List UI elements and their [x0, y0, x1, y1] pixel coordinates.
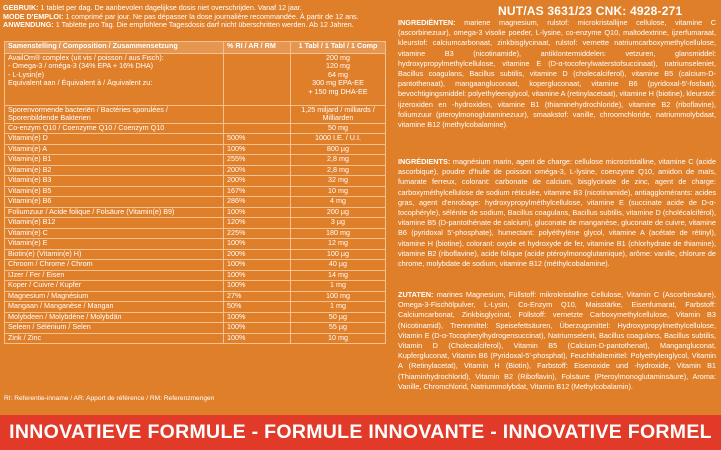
cell-amount: 50 mg — [291, 123, 386, 134]
cell-amount: 1 mg — [291, 302, 386, 313]
ingredients-nl-text: mariene magnesium, rulstof: microkristallijne cellulose, vitamine C (ascorbinezuur), omega-3 visolie poeder, L-lysine, co-enzyme Q10, maltodextrine, ijzerfumaraat, kleurstof: calciumcarbonaat, zinkbisglycinaat, rulstof: vernette natriumcarboxymethylcellulose, vitamine B3 (nicotinamide), antiklontermiddelen: vetzuren, glansmiddel: hydroxypropylmethylcellulose, vitamine E (D-α-tocoferylwaterstofsuccinaat), natriumseleniet, Bacillus coagulans, Bacillus subtilis, vitamine D (cholecalciferol), vitamine B5 (calcium-D-pantothenaat), mangaangluconaat, kopergluconaat, vitamine B6 (pyridoxal-5'-fosfaat), bevochtigingsmiddel: polyethyleenglycol, vitamine A (retinylacetaat), vitamine H (biotine), kleurstof: ijzeroxiden en -hydroxiden, vitamine B1 (thiaminehydrochloride), vitamine B2 (riboflavine), foliumzuur (pteroylmonoglutaminezuur), smaakstof: vanille, chroomchloride, natriummolybdaat, vitamine B12 (methylcobalamine). — [398, 18, 716, 130]
availom-amount: 200 mg 120 mg 64 mg 300 mg EPA-EE + 150 mg DHA-EE — [291, 54, 386, 106]
cell-ri: 100% — [224, 270, 291, 281]
ingredients-fr-label: INGRÉDIENTS: — [398, 157, 451, 166]
usage-nl: GEBRUIK: 1 tablet per dag. De aanbevolen dagelijkse dosis niet overschrijden. Vanaf 12 jaar. — [3, 3, 302, 12]
cell-ri: 500% — [224, 134, 291, 145]
ingredients-nl-label: INGREDIËNTEN: — [398, 18, 456, 27]
cell-name: Zink / Zinc — [5, 333, 224, 344]
table-row — [5, 249, 386, 260]
cell-amount: 3 µg — [291, 218, 386, 229]
cell-name: Mangaan / Manganèse / Mangan — [5, 302, 224, 313]
availom-ri — [224, 54, 291, 106]
table-row — [5, 323, 386, 334]
cell-ri: 100% — [224, 207, 291, 218]
cell-ri: 167% — [224, 186, 291, 197]
table-row — [5, 302, 386, 313]
cell-ri: 27% — [224, 291, 291, 302]
cell-amount: 40 µg — [291, 260, 386, 271]
cell-amount: 800 µg — [291, 144, 386, 155]
cell-name: IJzer / Fer / Eisen — [5, 270, 224, 281]
cell-name: Molybdeen / Molybdène / Molybdän — [5, 312, 224, 323]
product-codes: NUT/AS 3631/23 CNK: 4928-271 — [498, 4, 683, 18]
table-row — [5, 176, 386, 187]
cell-name: Vitamin(e) C — [5, 228, 224, 239]
cell-name: Seleen / Sélénium / Selen — [5, 323, 224, 334]
table-row — [5, 260, 386, 271]
cell-name: Vitamin(e) B5 — [5, 186, 224, 197]
spores-amount: 1,25 miljard / milliards / Milliarden — [291, 106, 386, 124]
header-composition: Samenstelling / Composition / Zusammensetzung — [5, 42, 224, 54]
cell-name: Vitamin(e) B12 — [5, 218, 224, 229]
table-row — [5, 312, 386, 323]
cell-amount: 12 mg — [291, 239, 386, 250]
cell-name: Vitamin(e) B1 — [5, 155, 224, 166]
header-ri: % RI / AR / RM — [224, 42, 291, 54]
table-row — [5, 165, 386, 176]
ingredients-de — [398, 290, 716, 392]
cell-ri: 286% — [224, 197, 291, 208]
cell-ri: 100% — [224, 260, 291, 271]
header-amount: 1 Tabl / 1 Tabl / 1 Comp — [291, 42, 386, 54]
cell-amount: 1 mg — [291, 281, 386, 292]
cell-amount: 200 µg — [291, 207, 386, 218]
cell-amount: 2,8 mg — [291, 155, 386, 166]
ingredients-fr — [398, 157, 716, 269]
table-row — [5, 228, 386, 239]
cell-amount: 100 µg — [291, 249, 386, 260]
innovative-formula-banner: INNOVATIEVE FORMULE - FORMULE INNOVANTE - INNOVATIVE FORMEL — [0, 415, 721, 450]
table-row — [5, 207, 386, 218]
cell-name: Chroom / Chrome / Chrom — [5, 260, 224, 271]
cell-amount: 14 mg — [291, 270, 386, 281]
usage-fr: MODE D'EMPLOI: 1 comprimé par jour. Ne pas dépasser la dose journalière recommandée. À partir de 12 ans. — [3, 11, 359, 21]
table-header-row — [5, 42, 386, 54]
cell-ri: 100% — [224, 239, 291, 250]
table-row — [5, 186, 386, 197]
spores-name: Sporenvormende bacteriën / Bactéries sporulées / Sporenbildende Bakterien — [5, 106, 224, 124]
cell-amount: 100 mg — [291, 291, 386, 302]
table-row — [5, 333, 386, 344]
table-row — [5, 123, 386, 134]
usage-instructions — [3, 0, 387, 30]
cell-ri: 200% — [224, 249, 291, 260]
table-row — [5, 155, 386, 166]
cell-ri: 100% — [224, 323, 291, 334]
cell-amount: 1000 I.E. / U.I. — [291, 134, 386, 145]
table-row — [5, 270, 386, 281]
table-row-spores — [5, 106, 386, 124]
table-row — [5, 291, 386, 302]
ingredients-de-text: marines Magnesium, Füllstoff: mikrokristalline Cellulose, Vitamin C (Ascorbinsäure), Omega-3-Fischölpulver, L-Lysin, Co-Enzym Q10, Maisstärke, Eisenfumarat, Farbstoff: Calciumcarbonat, Zinkbisglycinat, Füllstoff: vernetzte Carboxymethylcellulose, Vitamin B3 (Nicotinamid), Trennmittel: Speisefettsäuren, Überzugsmittel: Hydroxypropylmethylcellulose, Vitamin E (D-α-Tocopherylhydrogensuccinat), Natriumselenit, Bacillus coagulans, Bacillus subtilis, Vitamin D (Cholecalciferol), Vitamin B5 (Calcium-D-pantothenat), Mangangluconat, Kupfergluconat, Vitamin B6 (Pyridoxal-5'-phosphat), Feuchthaltemittel: Polyethylenglycol, Vitamin A (Retinylacetat), Vitamin H (Biotin), Farbstoff: Eisenoxide und -hydroxide, Vitamin B1 (Thiaminhydrochlorid), Vitamin B2 (Riboflavin), Folsäure (Pteroylmonoglutaminsäure), Aroma: Vanille, Chromchlorid, Natriummolybdat, Vitamin B12 (Methylcobalamin). — [398, 290, 717, 391]
cell-name: Co-enzym Q10 / Coenzyme Q10 / Coenzym Q10 — [5, 123, 224, 134]
cell-name: Biotin(e) (Vitamin(e) H) — [5, 249, 224, 260]
table-row — [5, 218, 386, 229]
table-row — [5, 144, 386, 155]
cell-amount: 4 mg — [291, 197, 386, 208]
table-row — [5, 239, 386, 250]
cell-name: Koper / Cuivre / Kupfer — [5, 281, 224, 292]
availom-name: AvailOm® complex (uit vis / poisson / aus Fisch): - Omega-3 / oméga-3 (34% EPA + 16% DHA) - L-Lysin(e) Equivalent aan / Équivalent à / Äquivalent zu: — [5, 54, 224, 106]
cell-ri: 255% — [224, 155, 291, 166]
cell-name: Magnesium / Magnésium — [5, 291, 224, 302]
table-row — [5, 134, 386, 145]
cell-name: Vitamin(e) B3 — [5, 176, 224, 187]
cell-name: Vitamin(e) D — [5, 134, 224, 145]
ingredients-de-label: ZUTATEN: — [398, 290, 434, 299]
table-row — [5, 197, 386, 208]
cell-amount: 32 mg — [291, 176, 386, 187]
table-row-availom — [5, 54, 386, 106]
cell-ri: 100% — [224, 312, 291, 323]
cell-name: Foliumzuur / Acide folique / Folsäure (Vitamin(e) B9) — [5, 207, 224, 218]
cell-ri: 200% — [224, 176, 291, 187]
ingredients-nl — [398, 18, 716, 130]
spores-ri — [224, 106, 291, 124]
cell-amount: 10 mg — [291, 186, 386, 197]
cell-ri: 100% — [224, 144, 291, 155]
cell-name: Vitamin(e) B6 — [5, 197, 224, 208]
composition-table — [4, 41, 386, 344]
table-row — [5, 281, 386, 292]
cell-name: Vitamin(e) E — [5, 239, 224, 250]
cell-name: Vitamin(e) A — [5, 144, 224, 155]
cell-amount: 10 mg — [291, 333, 386, 344]
cell-amount: 180 mg — [291, 228, 386, 239]
usage-de: ANWENDUNG: 1 Tablette pro Tag. Die empfohlene Tagesdosis darf nicht überschritten werden. Ab 12 Jahren. — [3, 20, 354, 30]
cell-ri: 100% — [224, 281, 291, 292]
cell-ri: 200% — [224, 165, 291, 176]
footnote: RI: Referentie-inname / AR: Apport de référence / RM: Referenzmengen — [4, 395, 215, 402]
cell-amount: 55 µg — [291, 323, 386, 334]
cell-name: Vitamin(e) B2 — [5, 165, 224, 176]
cell-amount: 2,8 mg — [291, 165, 386, 176]
cell-ri — [224, 123, 291, 134]
cell-ri: 100% — [224, 333, 291, 344]
left-column — [3, 0, 387, 30]
cell-amount: 50 µg — [291, 312, 386, 323]
cell-ri: 225% — [224, 228, 291, 239]
cell-ri: 50% — [224, 302, 291, 313]
cell-ri: 120% — [224, 218, 291, 229]
ingredients-fr-text: magnésium marin, agent de charge: cellulose microcristalline, vitamine C (acide ascorbique), poudre d'huile de poisson oméga-3, L-lysine, coenzyme Q10, amidon de maïs, fumarate ferreux, colorant: carbonate de calcium, bisglycinate de zinc, agent de charge: carboxyméthylcellulose de sodium réticulée, vitamine B3 (nicotinamide), antiagglomérants: acides gras, agent d'enrobage: hydroxypropylméthylcellulose, vitamine E (succinate acide de D-α-tocophéryle), sélénite de sodium, Bacillus coagulans, Bacillus subtilis, vitamine D (cholécalciférol), vitamine B5 (D-pantothénate de calcium), gluconate de manganèse, gluconate de cuivre, vitamine B6 (pyridoxal 5'-phosphate), humectant: polyéthylène glycol, vitamine A (acétate de rétinyl), vitamine H (biotine), colorant: oxyde et hydroxyde de fer, vitamine B1 (chlorhydrate de thiamine), vitamine B2 (riboflavine), acide folique (acide ptéroylmonoglutamique), arôme: vanille, chlorure de chrome, molybdate de sodium, vitamine B12 (méthylcobalamine). — [398, 157, 717, 269]
